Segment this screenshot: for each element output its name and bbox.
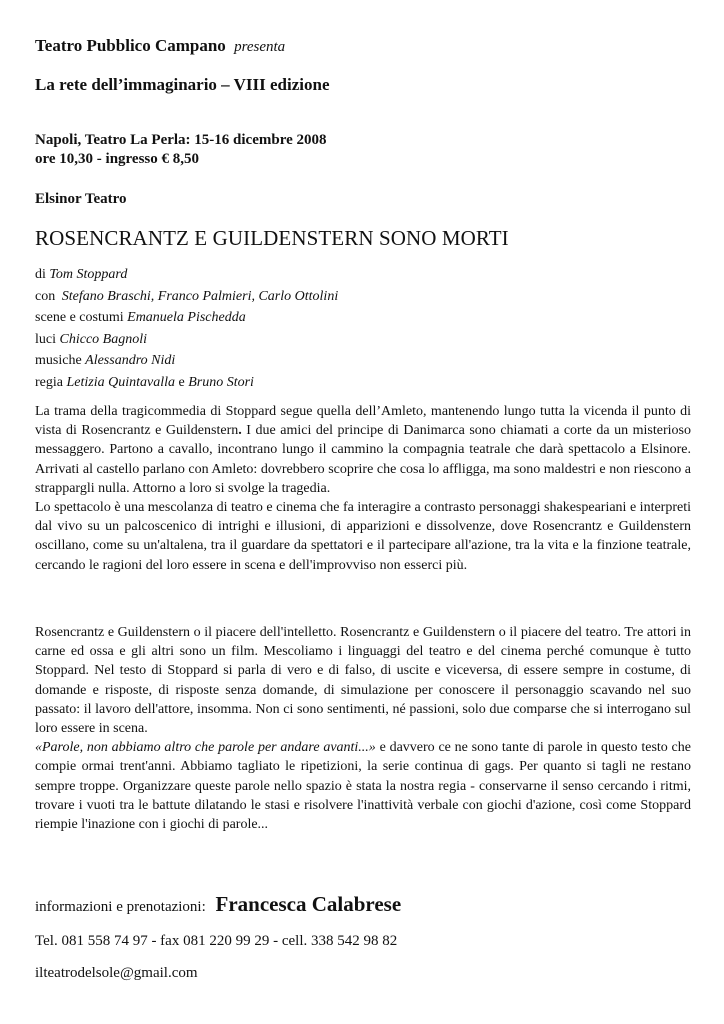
credit-label: musiche xyxy=(35,353,82,368)
credit-value: Letizia Quintavalla xyxy=(66,374,175,390)
company-name: Elsinor Teatro xyxy=(35,191,127,207)
credit-value: Alessandro Nidi xyxy=(85,353,176,368)
credit-value: Chicco Bagnoli xyxy=(59,331,147,347)
credit-lights xyxy=(35,329,338,351)
synopsis-paragraph: Lo spettacolo è una mescolanza di teatro e cinema che fa interagire a contrasto personaggi shakespeariani e interpreti dal vivo su un palcoscenico di intrighi e illusioni, di apparizioni e dissolvenze, dove Rosencrantz e Guildenstern oscillano, come su un'altalena, tra il guardare da spettatori e il partecipare all'azione, tra la vita e la finzione teatrale, cercando le ragioni del loro essere in scena e dell'improvviso non esserci più. xyxy=(35,500,691,573)
organizer-line xyxy=(35,36,285,56)
credit-label: luci xyxy=(35,331,56,347)
festival-edition: La rete dell’immaginario – VIII edizione xyxy=(35,75,330,94)
credit-direction xyxy=(35,372,338,394)
notes-paragraph: «Parole, non abbiamo altro che parole per andare avanti...» e davvero ce ne sono tante di parole in questo testo che compie ormai trent'anni. Abbiamo tagliato le ripetizioni, la serie continua di gags. Per quanto si tagli ne restano sempre troppe. Organizzare queste parole nello spazio è stata la nostra regia - conservarne il senso cercando i ritmi, trovare i vuoti tra le battute dilatando le stasi e risolvere l'inattività verbale con giochi d'azione, così come Stoppard riempie l'inazione con i giochi di parole... xyxy=(35,740,691,833)
direction-notes-block xyxy=(35,623,691,834)
credit-label: scene e costumi xyxy=(35,310,124,325)
credit-label: di xyxy=(35,267,46,282)
venue-place-dates: Napoli, Teatro La Perla: 15-16 dicembre 2008 xyxy=(35,132,327,148)
credit-value: Emanuela Pischedda xyxy=(127,310,246,325)
credit-design xyxy=(35,307,338,329)
credit-conjunction: e xyxy=(178,374,185,390)
credit-music xyxy=(35,350,338,372)
contact-email[interactable]: ilteatrodelsole@gmail.com xyxy=(35,965,198,981)
venue-time-price: ore 10,30 - ingresso € 8,50 xyxy=(35,151,200,167)
contact-line xyxy=(35,892,401,917)
contact-name: Francesca Calabrese xyxy=(215,892,402,916)
credit-label: con xyxy=(35,288,56,304)
synopsis-block xyxy=(35,402,691,575)
presents-label: presenta xyxy=(234,39,286,55)
contact-phones: Tel. 081 558 74 97 - fax 081 220 99 29 - cell. 338 542 98 82 xyxy=(35,933,398,949)
show-title: ROSENCRANTZ E GUILDENSTERN SONO MORTI xyxy=(35,226,509,250)
credit-author xyxy=(35,264,338,286)
venue-block xyxy=(35,131,327,169)
credit-value: Bruno Stori xyxy=(188,374,254,390)
contact-label: informazioni e prenotazioni: xyxy=(35,899,206,915)
credit-value: Tom Stoppard xyxy=(49,267,128,282)
synopsis-paragraph: La trama della tragicommedia di Stoppard segue quella dell’Amleto, mantenendo lungo tutta la vicenda il punto di vista di Rosencrantz e Guildenstern. I due amici del principe di Danimarca sono chiamati a corte da un misterioso messaggero. Partono a cavallo, incontrano lungo il cammino la compagnia teatrale che darà spettacolo a Elsinore. Arrivati al castello parlano con Amleto: dovrebbero scoprire che cosa lo affligga, ma sono maldestri e non riescono a strappargli nulla. Attorno a loro si svolge la tragedia. xyxy=(35,404,691,496)
notes-paragraph: Rosencrantz e Guildenstern o il piacere dell'intelletto. Rosencrantz e Guildenstern o il piacere del teatro. Tre attori in carne ed ossa e gli altri sono un film. Mescoliamo i linguaggi del teatro e del cinema perché comunque è tutto Stoppard. Nel testo di Stoppard si parla di vero e di falso, di uscite e viceversa, di essere sempre in costume, di domande e risposte, di risposte senza domande, di simulazione per conoscere il personaggio scavando nel suo passato: il lavoro dell'attore, insomma. Non ci sono sentimenti, né passioni, solo due comparse che si interrogano sul loro essere in scena. xyxy=(35,625,691,737)
organizer-name: Teatro Pubblico Campano xyxy=(35,36,226,55)
quote: «Parole, non abbiamo altro che parole per andare avanti...» xyxy=(35,740,376,756)
credits-list xyxy=(35,264,338,393)
credit-cast xyxy=(35,286,338,308)
credit-label: regia xyxy=(35,374,63,390)
credit-value: Stefano Braschi, Franco Palmieri, Carlo Ottolini xyxy=(61,288,339,304)
